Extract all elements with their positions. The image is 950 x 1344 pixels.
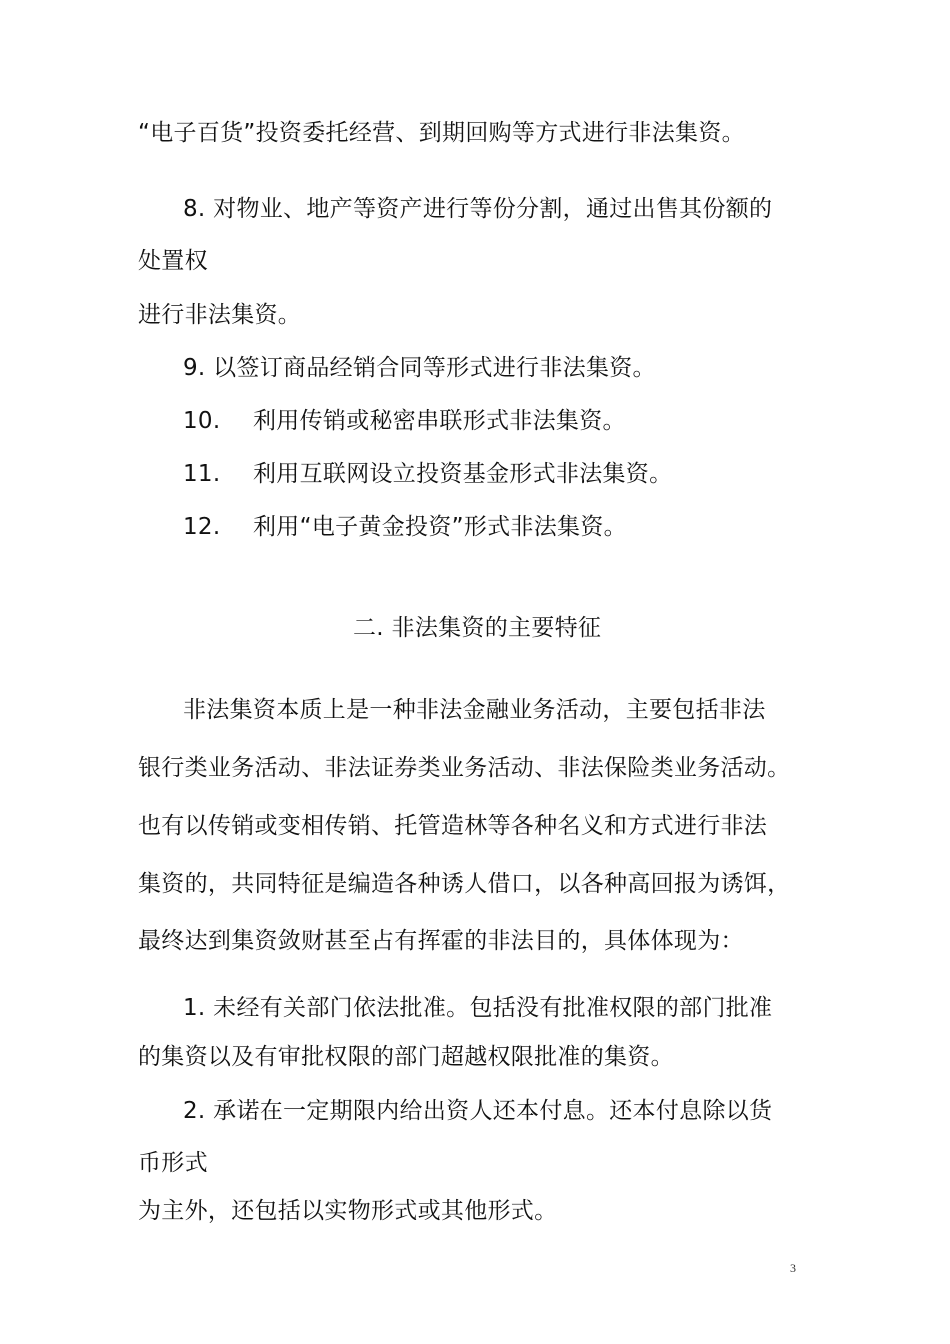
list-text: 利用互联网设立投资基金形式非法集资。 [253, 461, 673, 487]
list-item-9: 9. 以签订商品经销合同等形式进行非法集资。 [183, 355, 656, 381]
list-text: 利用传销或秘密串联形式非法集资。 [253, 408, 626, 434]
list-text: 利用“电子黄金投资”形式非法集资。 [253, 514, 627, 540]
list-item-1: 1. 未经有关部门依法批准。包括没有批准权限的部门批准 [183, 995, 773, 1021]
text-line: “电子百货”投资委托经营、到期回购等方式进行非法集资。 [138, 120, 745, 146]
list-item-11 [183, 459, 672, 489]
page-number: 3 [790, 1261, 796, 1275]
list-item-8: 8. 对物业、地产等资产进行等份分割，通过出售其份额的 [183, 196, 773, 222]
section-heading: 二. 非法集资的主要特征 [353, 615, 602, 641]
list-item-2: 2. 承诺在一定期限内给出资人还本付息。还本付息除以货 [183, 1098, 773, 1124]
list-item-12 [183, 512, 627, 542]
text-line: 进行非法集资。 [138, 302, 302, 328]
text-line: 的集资以及有审批权限的部门超越权限批准的集资。 [138, 1044, 674, 1070]
paragraph-line: 最终达到集资敛财甚至占有挥霍的非法目的，具体体现为： [138, 928, 744, 954]
text-line: 为主外，还包括以实物形式或其他形式。 [138, 1198, 558, 1224]
list-number: 10. [183, 408, 221, 434]
paragraph-line: 也有以传销或变相传销、托管造林等各种名义和方式进行非法 [138, 813, 768, 839]
paragraph-line: 非法集资本质上是一种非法金融业务活动，主要包括非法 [183, 697, 766, 723]
paragraph-line: 银行类业务活动、非法证券类业务活动、非法保险类业务活动。 [138, 755, 791, 781]
list-number: 12. [183, 514, 221, 540]
list-item-10 [183, 406, 626, 436]
text-line: 币形式 [138, 1150, 208, 1176]
list-number: 11. [183, 461, 221, 487]
paragraph-line: 集资的，共同特征是编造各种诱人借口，以各种高回报为诱饵， [138, 871, 791, 897]
text-line: 处置权 [138, 248, 208, 274]
